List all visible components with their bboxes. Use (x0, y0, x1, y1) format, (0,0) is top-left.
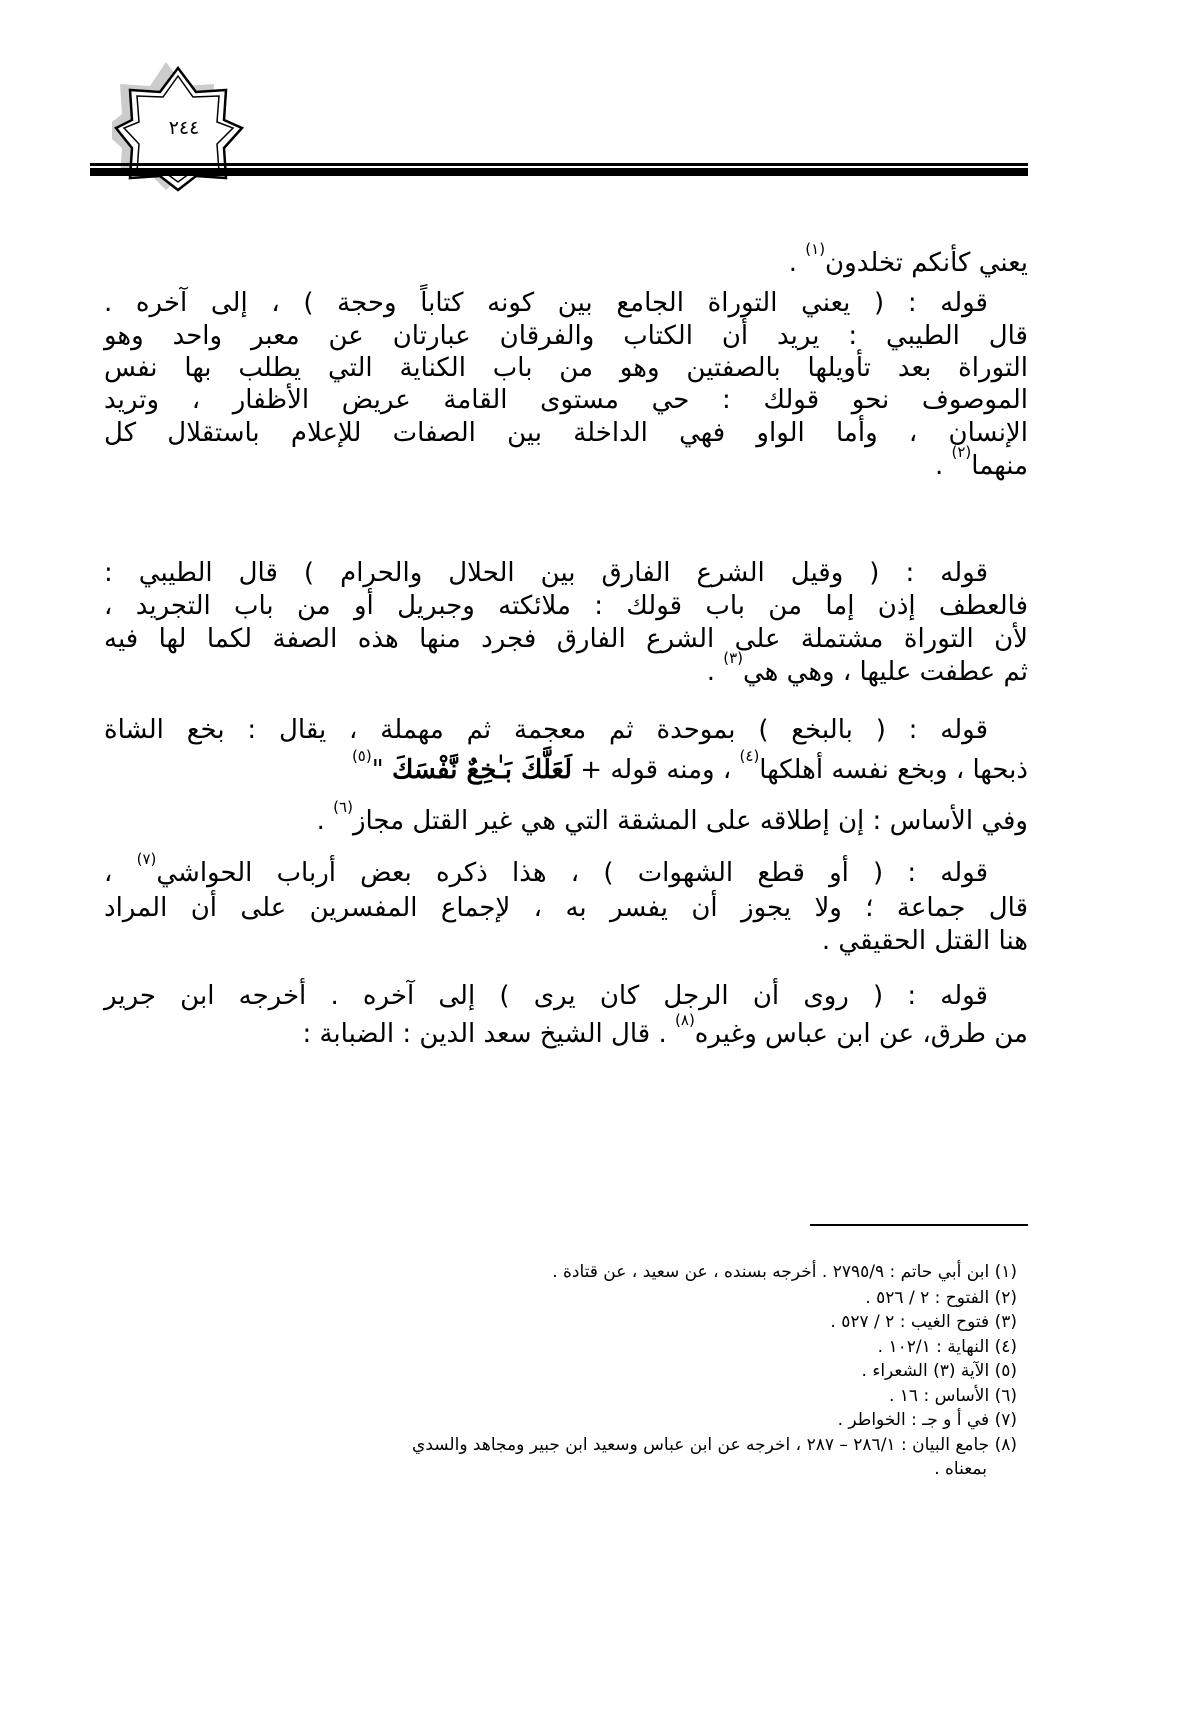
text-line (104, 850, 1028, 890)
text-segment: منهما (971, 451, 1028, 481)
text-segment: قوله : ( بالبخع ) بموحدة ثم معجمة ثم مهملة ، يقال : بخع الشاة (104, 715, 988, 745)
text-segment: قال جماعة ؛ ولا يجوز أن يفسر به ، لإجماع المفسرين على أن المراد (104, 893, 1028, 923)
text-line (104, 924, 1028, 958)
footnote: (٢) الفتوح : ٢ / ٥٢٦ . (865, 1288, 1017, 1308)
text-segment: . (316, 806, 334, 836)
text-segment: . (934, 451, 952, 481)
text-line (104, 622, 1028, 656)
text-line (104, 351, 1028, 385)
text-line (104, 286, 1028, 320)
text-segment: يعني كأنكم تخلدون (825, 248, 1028, 278)
text-line (104, 713, 1028, 747)
text-segment: من طرق، عن ابن عباس وغيره (694, 1019, 1028, 1049)
quran-quote: لَعَلَّكَ بَـٰخِعٌ نَّفْسَكَ (391, 755, 573, 785)
text-line (104, 416, 1028, 450)
text-segment: قوله : ( روى أن الرجل كان يرى ) إلى آخره . أخرجه ابن جرير (104, 981, 988, 1011)
footnote-ref: (٧) (136, 850, 157, 868)
text-line (104, 649, 1028, 689)
footnote: (٣) فتوح الغيب : ٢ / ٥٢٧ . (830, 1312, 1017, 1332)
header-rule-thin (90, 163, 1028, 166)
footnote: (١) ابن أبي حاتم : ٢٧٩٥/٩ . أخرجه بسنده ، عن سعيد ، عن قتادة . (552, 1262, 1017, 1282)
text-segment: ذبحها ، وبخع نفسه أهلكها (759, 755, 1028, 785)
text-segment: " (371, 755, 392, 785)
text-segment: . (788, 248, 806, 278)
footnote-separator (810, 1224, 1028, 1226)
text-segment: قال الطيبي : يريد أن الكتاب والفرقان عبارتان عن معبر واحد وهو (104, 321, 1028, 351)
page-number: ٢٤٤ (168, 117, 200, 139)
text-line (104, 589, 1028, 623)
footnote: بمعناه . (934, 1459, 987, 1479)
text-line (104, 319, 1028, 353)
footnote-ref: (٣) (723, 649, 744, 667)
text-segment: وفي الأساس : إن إطلاقه على المشقة التي هي غير القتل مجاز (352, 806, 1028, 836)
footnote: (٤) النهاية : ١٠٢/١ . (877, 1337, 1017, 1357)
footnote: (٨) جامع البيان : ٢٨٦/١ – ٢٨٧ ، اخرجه عن ابن عباس وسعيد ابن جبير ومجاهد والسدي (412, 1435, 1017, 1455)
text-segment: ، (104, 858, 137, 888)
text-line (104, 443, 1028, 483)
footnote-ref: (٦) (333, 798, 353, 816)
text-segment: . قال الشيخ سعد الدين : الضبابة : (302, 1019, 676, 1049)
text-segment: قوله : ( يعني التوراة الجامع بين كونه كتاباً وحجة ) ، إلى آخره . (104, 288, 988, 318)
footnote-ref: (٨) (675, 1011, 695, 1029)
footnote-ref: (٥) (351, 747, 372, 765)
text-segment: قوله : ( أو قطع الشهوات ) ، هذا ذكره بعض أرباب الحواشي (156, 858, 989, 888)
footnote-ref: (٤) (739, 747, 760, 765)
text-segment: ثم عطفت عليها ، وهي هي (743, 657, 1028, 687)
text-line (104, 240, 1028, 280)
text-line (104, 979, 1028, 1013)
text-line (104, 383, 1028, 417)
text-line (104, 556, 1028, 590)
text-segment: التوراة بعد تأويلها بالصفتين وهو من باب الكناية التي يطلب بها نفس (104, 353, 1028, 383)
text-segment: ، ومنه قوله + (572, 755, 740, 785)
text-segment: لأن التوراة مشتملة على الشرع الفارق فجرد منها هذه الصفة لكما لها فيه (104, 624, 1028, 654)
text-line (104, 798, 1028, 838)
footnote-ref: (١) (805, 240, 826, 258)
footnote-ref: (٢) (951, 443, 972, 461)
text-line (104, 891, 1028, 925)
text-line (104, 1011, 1028, 1051)
text-segment: . (706, 657, 724, 687)
text-segment: قوله : ( وقيل الشرع الفارق بين الحلال والحرام ) قال الطيبي : (104, 558, 988, 588)
text-segment: الإنسان ، وأما الواو فهي الداخلة بين الصفات للإعلام باستقلال كل (104, 418, 1028, 448)
text-segment: هنا القتل الحقيقي . (821, 926, 1028, 956)
text-line (104, 747, 1028, 787)
header-rule-thick (90, 168, 1028, 176)
footnote: (٦) الأساس : ١٦ . (888, 1386, 1017, 1406)
footnote: (٧) في أ و جـ : الخواطر . (837, 1410, 1017, 1430)
text-segment: الموصوف نحو قولك : حي مستوى القامة عريض الأظفار ، وتريد (104, 385, 1028, 415)
text-segment: فالعطف إذن إما من باب قولك : ملائكته وجبريل أو من باب التجريد ، (104, 591, 1028, 621)
footnote: (٥) الآية (٣) الشعراء . (861, 1361, 1017, 1381)
